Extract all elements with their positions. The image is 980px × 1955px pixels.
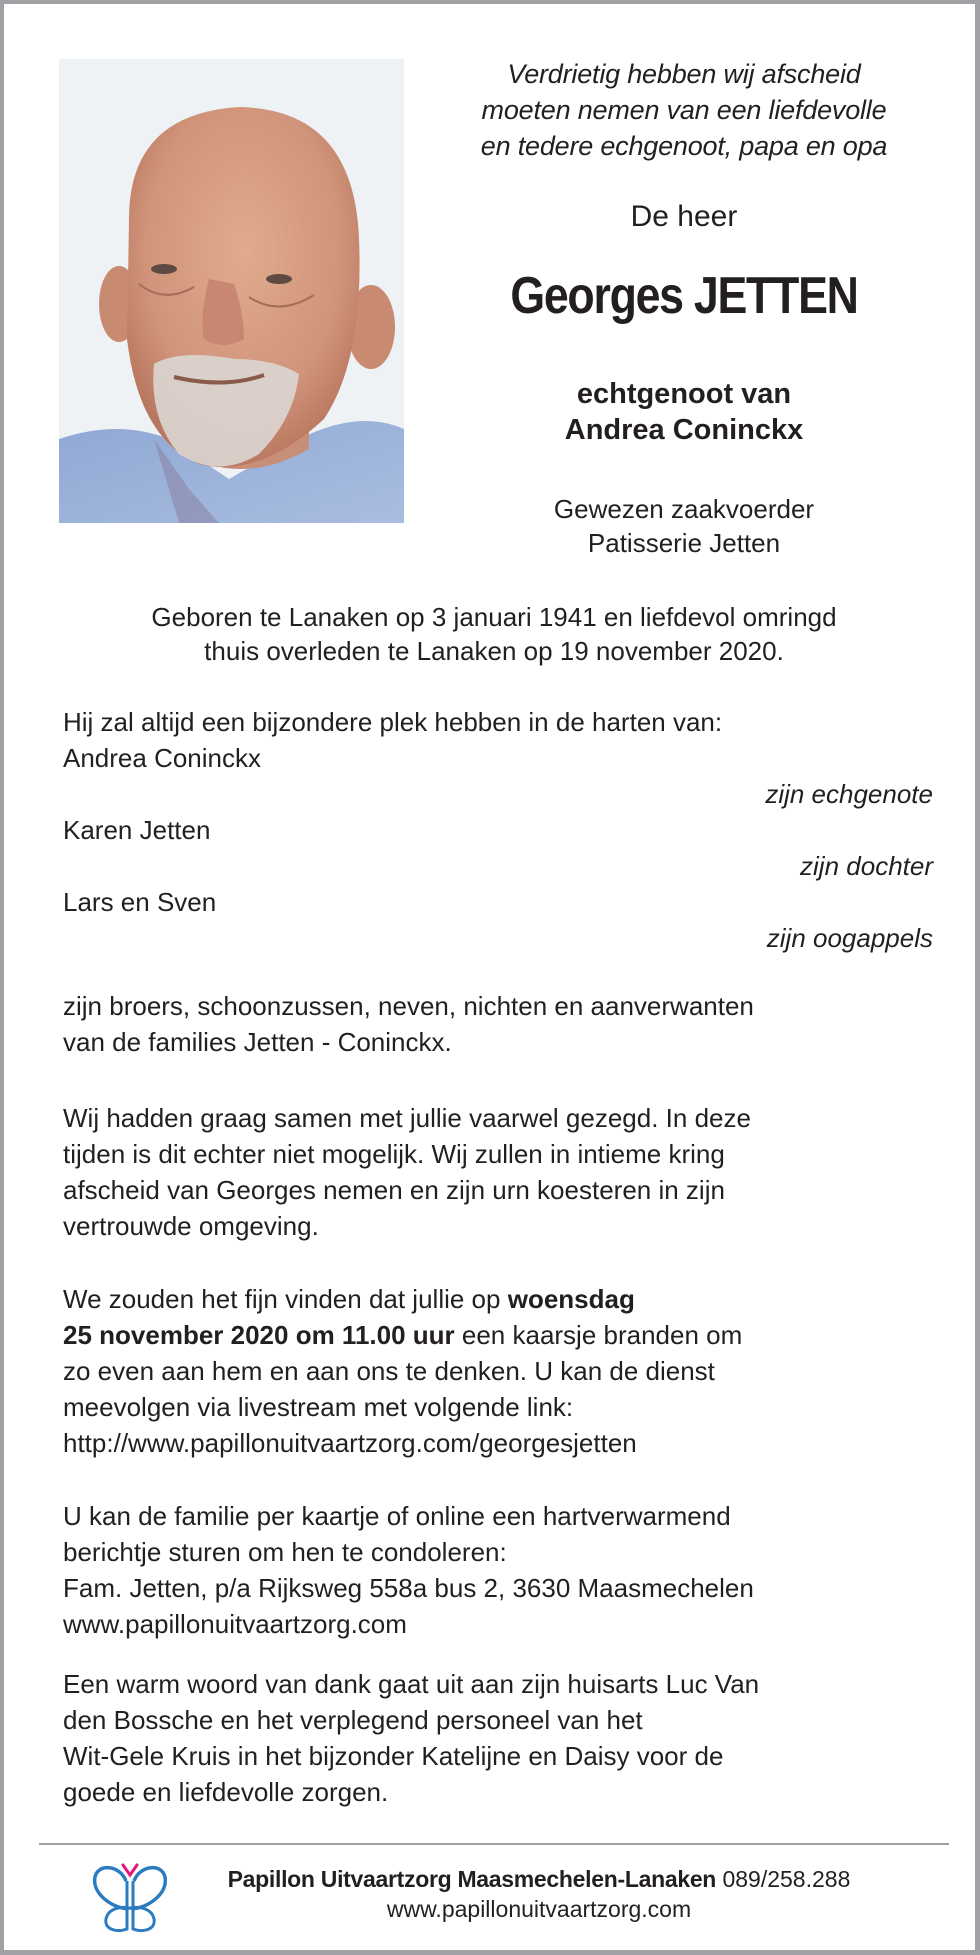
- ceremony-day: woensdag: [507, 1284, 635, 1314]
- thanks-line: goede en liefdevolle zorgen.: [63, 1777, 389, 1807]
- ceremony-line: [63, 1317, 933, 1353]
- extended-line: van de families Jetten - Coninckx.: [63, 1027, 452, 1057]
- ceremony-text: We zouden het fijn vinden dat jullie op: [63, 1284, 508, 1314]
- farewell-line: afscheid van Georges nemen en zijn urn koesteren in zijn: [63, 1175, 725, 1205]
- footer-divider: [39, 1843, 949, 1845]
- butterfly-logo-icon: [90, 1859, 170, 1939]
- ceremony-line: [63, 1281, 933, 1317]
- thanks-line: den Bossche en het verplegend personeel van het: [63, 1705, 643, 1735]
- ceremony-paragraph: [63, 1281, 933, 1461]
- family-relation: zijn dochter: [800, 851, 933, 881]
- thanks-line: Wit-Gele Kruis in het bijzonder Katelijne en Daisy voor de: [63, 1741, 724, 1771]
- farewell-line: vertrouwde omgeving.: [63, 1211, 319, 1241]
- extended-line: zijn broers, schoonzussen, neven, nichten en aanverwanten: [63, 991, 754, 1021]
- family-member-name: Andrea Coninckx: [63, 743, 261, 773]
- spouse-info: [424, 376, 944, 448]
- ceremony-line: zo even aan hem en aan ons te denken. U kan de dienst: [63, 1356, 715, 1386]
- ceremony-text: een kaarsje branden om: [454, 1320, 743, 1350]
- livestream-link[interactable]: http://www.papillonuitvaartzorg.com/georgesjetten: [63, 1428, 637, 1458]
- intro-line: moeten nemen van een liefdevolle: [481, 95, 887, 125]
- thanks-paragraph: [63, 1666, 933, 1810]
- funeral-home-website-link[interactable]: www.papillonuitvaartzorg.com: [386, 1896, 692, 1922]
- family-relation: zijn oogappels: [766, 923, 933, 953]
- family-intro: Hij zal altijd een bijzondere plek hebben in de harten van:: [63, 707, 723, 737]
- born-line: thuis overleden te Lanaken op 19 november 2020.: [204, 636, 784, 666]
- family-member-name: Karen Jetten: [63, 815, 211, 845]
- funeral-home-name: Papillon Uitvaartzorg Maasmechelen-Lanaken: [227, 1866, 717, 1892]
- funeral-home-phone: 089/258.288: [716, 1866, 851, 1892]
- thanks-line: Een warm woord van dank gaat uit aan zijn huisarts Luc Van: [63, 1669, 760, 1699]
- family-relation-row: [63, 848, 933, 884]
- condolences-line: berichtje sturen om hen te condoleren:: [63, 1537, 507, 1567]
- occupation-line: Patisserie Jetten: [587, 528, 781, 558]
- family-relation-row: [63, 920, 933, 956]
- title-prefix: De heer: [630, 200, 738, 233]
- ceremony-line: meevolgen via livestream met volgende link:: [63, 1392, 574, 1422]
- condolences-address: Fam. Jetten, p/a Rijksweg 558a bus 2, 3630 Maasmechelen: [63, 1573, 754, 1603]
- ceremony-datetime: 25 november 2020 om 11.00 uur: [63, 1320, 455, 1350]
- birth-death-info: [44, 600, 944, 668]
- condolences-paragraph: [63, 1498, 933, 1642]
- farewell-paragraph: [63, 1100, 933, 1244]
- intro-text: [424, 56, 944, 164]
- born-line: Geboren te Lanaken op 3 januari 1941 en liefdevol omringd: [151, 602, 837, 632]
- condolences-line: U kan de familie per kaartje of online een hartverwarmend: [63, 1501, 731, 1531]
- extended-family: [63, 988, 933, 1060]
- family-relation: zijn echgenote: [765, 779, 933, 809]
- funeral-home-info: [174, 1864, 904, 1924]
- deceased-name: Georges JETTEN: [510, 267, 858, 325]
- intro-line: Verdrietig hebben wij afscheid: [507, 59, 861, 89]
- spouse-line: echtgenoot van: [576, 378, 792, 410]
- occupation-line: Gewezen zaakvoerder: [553, 494, 815, 524]
- intro-line: en tedere echgenoot, papa en opa: [480, 131, 888, 161]
- occupation-info: [424, 492, 944, 560]
- spouse-line: Andrea Coninckx: [564, 414, 804, 446]
- funeral-home-line: [174, 1864, 904, 1894]
- family-relation-row: [63, 776, 933, 812]
- family-section: [63, 704, 933, 956]
- farewell-line: tijden is dit echter niet mogelijk. Wij zullen in intieme kring: [63, 1139, 725, 1169]
- portrait-illustration-icon: [59, 59, 404, 523]
- farewell-line: Wij hadden graag samen met jullie vaarwel gezegd. In deze: [63, 1103, 751, 1133]
- portrait-photo: [59, 59, 404, 523]
- condolences-website-link[interactable]: www.papillonuitvaartzorg.com: [63, 1609, 407, 1639]
- family-member-name: Lars en Sven: [63, 887, 217, 917]
